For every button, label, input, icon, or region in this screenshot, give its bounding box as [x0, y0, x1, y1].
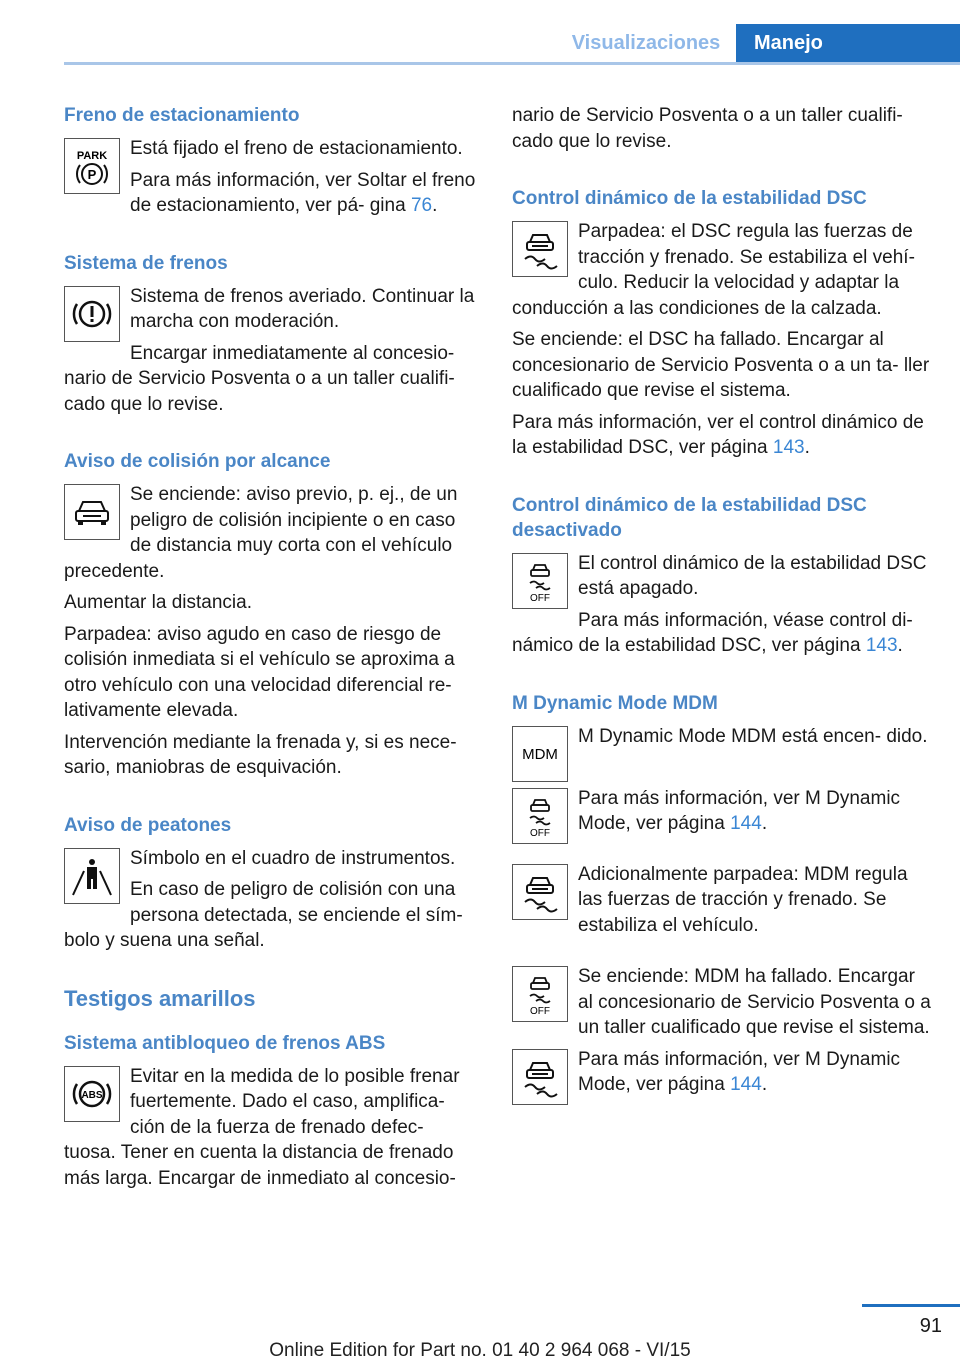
dsc-icon — [512, 1049, 568, 1105]
section-title-mdm: M Dynamic Mode MDM — [512, 692, 718, 714]
off-label: OFF — [530, 1006, 550, 1017]
page-link-143[interactable]: 143 — [772, 437, 805, 458]
page-number: 91 — [919, 1315, 942, 1337]
header-tab-manejo[interactable]: Manejo — [736, 24, 960, 62]
page-link-144[interactable]: 144 — [730, 813, 762, 834]
dsc-icon — [512, 864, 568, 920]
paragraph: Se enciende: el DSC ha fallado. Encargar al concesionario de Servicio Posventa o a un ta- ller cualificado que revise el sistema. — [512, 329, 930, 401]
section-title-aviso-peatones: Aviso de peatones — [64, 814, 232, 836]
park-p-label: P — [87, 167, 97, 182]
dsc-off-icon — [512, 553, 568, 609]
paragraph: Para más información, véase control di- námico de la estabilidad DSC, ver página 143. — [512, 609, 913, 656]
section-title-dsc: Control dinámico de la estabilidad DSC — [512, 188, 867, 209]
paragraph: Parpadea: aviso agudo en caso de riesgo de colisión inmediata si el vehículo se aproxima a otro vehículo con una velocidad diferencial re- lativamente elevada. — [64, 623, 455, 721]
paragraph: Parpadea: el DSC regula las fuerzas de tracción y frenado. Se estabiliza el vehí- culo. Reducir la velocidad y adaptar la conducción a las condiciones de la calzada. — [512, 221, 915, 319]
paragraph: Evitar en la medida de lo posible frenar fuertemente. Dado el caso, amplifica- ción de la fuerza de frenado defec- tuosa. Tener en cuenta la distancia de frenado más larga. Encargar de inmediato al concesio- — [64, 1065, 460, 1189]
mdm-icon — [512, 726, 568, 782]
section-title-aviso-colision: Aviso de colisión por alcance — [64, 451, 331, 472]
paragraph: Para más información, ver M Dynamic Mode, ver página 144. — [578, 1048, 901, 1095]
paragraph: Intervención mediante la frenada y, si es nece- sario, maniobras de esquivación. — [64, 731, 457, 778]
paragraph: Sistema de frenos averiado. Continuar la marcha con moderación. — [130, 285, 475, 332]
paragraph: Encargar inmediatamente al concesio- nario de Servicio Posventa o a un taller cualifi- cado que lo revise. — [64, 342, 455, 415]
page-link-76[interactable]: 76 — [410, 195, 433, 216]
abs-label: ABS — [81, 1089, 103, 1101]
paragraph: M Dynamic Mode MDM está encen- dido. — [578, 725, 928, 747]
paragraph: Para más información, ver M Dynamic Mode, ver página 144. — [578, 787, 901, 834]
section-title-sistema-frenos: Sistema de frenos — [64, 252, 228, 274]
dsc-off-icon — [512, 788, 568, 844]
paragraph: Aumentar la distancia. — [64, 592, 252, 613]
park-brake-icon — [64, 138, 120, 194]
paragraph: nario de Servicio Posventa o a un taller cualifi- cado que lo revise. — [512, 105, 903, 152]
paragraph: Está fijado el freno de estacionamiento. — [130, 138, 463, 159]
paragraph: El control dinámico de la estabilidad DSC está apagado. — [578, 552, 927, 599]
paragraph: Se enciende: MDM ha fallado. Encargar al concesionario de Servicio Posventa o a un taller cualificado que revise el sistema. — [578, 966, 931, 1038]
left-column — [64, 103, 480, 1197]
paragraph: Adicionalmente parpadea: MDM regula las fuerzas de tracción y frenado. Se estabiliza el vehículo. — [578, 863, 908, 936]
header-rule — [64, 62, 960, 65]
mdm-label: MDM — [522, 745, 558, 763]
edition-line: Online Edition for Part no. 01 40 2 964 068 - VI/15 — [269, 1340, 691, 1361]
paragraph: Símbolo en el cuadro de instrumentos. — [130, 847, 456, 869]
dsc-icon — [512, 221, 568, 277]
footer-rule — [862, 1304, 960, 1307]
abs-icon — [64, 1066, 120, 1122]
park-label: PARK — [76, 150, 108, 162]
off-label: OFF — [530, 827, 550, 839]
brake-warning-icon — [64, 286, 120, 342]
header-tab-visualizaciones[interactable]: Visualizaciones — [571, 32, 721, 54]
paragraph: Se enciende: aviso previo, p. ej., de un peligro de colisión incipiente o en caso de distancia muy corta con el vehículo precedente. — [64, 484, 458, 582]
page-link-144[interactable]: 144 — [730, 1074, 762, 1095]
section-title-dsc-off: Control dinámico de la estabilidad DSC desactivado — [512, 494, 867, 541]
dsc-off-icon — [512, 966, 568, 1022]
paragraph: Para más información, ver Soltar el freno de estacionamiento, ver pá- gina 76. — [130, 169, 476, 216]
paragraph: Para más información, ver el control dinámico de la estabilidad DSC, ver página 143. — [512, 411, 924, 458]
car-collision-icon — [64, 484, 120, 540]
section-title-freno-estacionamiento: Freno de estacionamiento — [64, 105, 300, 126]
page-link-143[interactable]: 143 — [865, 635, 898, 656]
paragraph: En caso de peligro de colisión con una persona detectada, se enciende el sím- bolo y suena una señal. — [64, 879, 463, 951]
section-title-abs: Sistema antibloqueo de frenos ABS — [64, 1032, 386, 1054]
pedestrian-warning-icon — [64, 848, 120, 904]
off-label: OFF — [530, 592, 550, 604]
section-title-testigos-amarillos: Testigos amarillos — [64, 985, 256, 1011]
right-column — [512, 103, 932, 1109]
